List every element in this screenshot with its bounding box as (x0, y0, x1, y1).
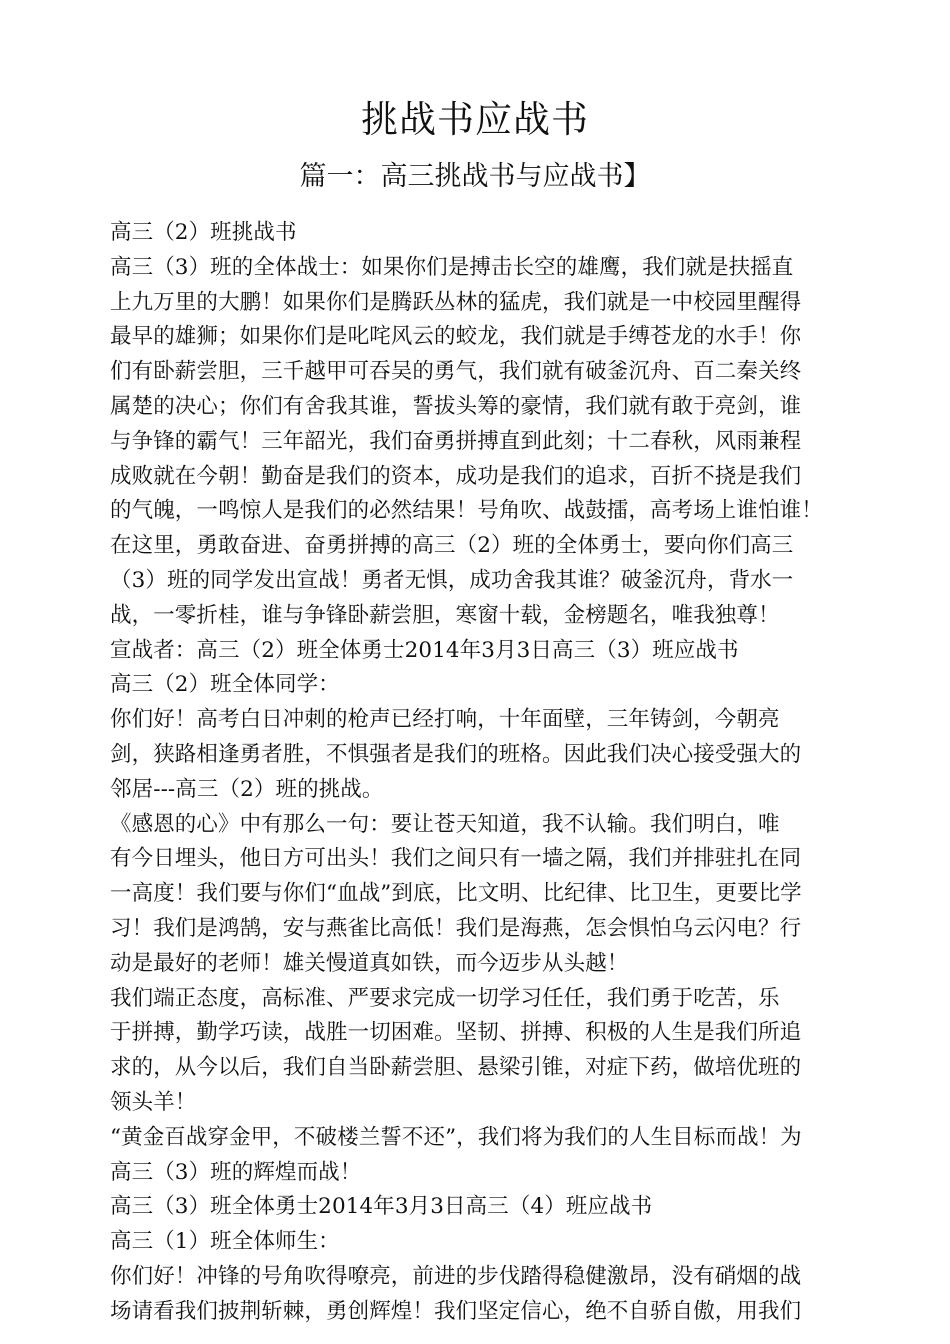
body-text-line: 战，一零折桂，谁与争锋卧薪尝胆，寒窗十载，金榜题名，唯我独尊！ (110, 602, 780, 628)
body-text-line: 你们好！冲锋的号角吹得嘹亮，前进的步伐踏得稳健激昂，没有硝烟的战 (110, 1263, 802, 1289)
body-text-line: 们有卧薪尝胆，三千越甲可吞吴的勇气，我们就有破釜沉舟、百二秦关终 (110, 359, 802, 385)
body-text-line: 与争锋的霸气！三年韶光，我们奋勇拼搏直到此刻；十二春秋，风雨兼程 (110, 428, 802, 454)
body-text-line: 动是最好的老师！雄关慢道真如铁，而今迈步从头越！ (110, 950, 629, 976)
body-text-line: 《感恩的心》中有那么一句：要让苍天知道，我不认输。我们明白，唯 (110, 811, 780, 837)
body-text-line: 于拼搏，勤学巧读，战胜一切困难。坚韧、拼搏、积极的人生是我们所追 (110, 1020, 802, 1046)
body-text-line: 剑，狭路相逢勇者胜，不惧强者是我们的班格。因此我们决心接受强大的 (110, 741, 802, 767)
body-text-line: 我们端正态度，高标准、严要求完成一切学习任任，我们勇于吃苦，乐 (110, 985, 780, 1011)
body-text-line: 有今日埋头，他日方可出头！我们之间只有一墙之隔，我们并排驻扎在同 (110, 846, 802, 872)
body-text-line: 成败就在今朝！勤奋是我们的资本，成功是我们的追求，百折不挠是我们 (110, 463, 802, 489)
body-text-line: （3）班的同学发出宣战！勇者无惧，成功舍我其谁？破釜沉舟，背水一 (110, 567, 794, 593)
body-text-line: 场请看我们披荆斩棘，勇创辉煌！我们坚定信心，绝不自骄自傲，用我们 (110, 1298, 802, 1324)
document-subtitle: 篇一：高三挑战书与应战书】 (299, 161, 651, 192)
body-text-line: 高三（1）班全体师生： (110, 1229, 340, 1255)
body-text-line: 你们好！高考白日冲刺的枪声已经打响，十年面壁，三年铸剑，今朝亮 (110, 707, 780, 733)
body-text-line: 在这里，勇敢奋进、奋勇拼搏的高三（2）班的全体勇士，要向你们高三 (110, 533, 794, 559)
body-text-line: 一高度！我们要与你们“血战”到底，比文明、比纪律、比卫生，更要比学 (110, 881, 802, 907)
body-text-line: 的气魄，一鸣惊人是我们的必然结果！号角吹、战鼓擂，高考场上谁怕谁！ (110, 498, 823, 524)
body-text-line: 高三（3）班的全体战士：如果你们是搏击长空的雄鹰，我们就是扶摇直 (110, 254, 794, 280)
body-text-line: 求的，从今以后，我们自当卧薪尝胆、悬梁引锥，对症下药，做培优班的 (110, 1055, 802, 1081)
body-text-line: 高三（2）班挑战书 (110, 220, 297, 245)
document-title: 挑战书应战书 (361, 98, 589, 141)
body-text-line: 最早的雄狮；如果你们是叱咤风云的蛟龙，我们就是手缚苍龙的水手！你 (110, 324, 802, 350)
body-text-line: 邻居---高三（2）班的挑战。 (110, 776, 384, 802)
body-text-line: 属楚的决心；你们有舍我其谁，誓拔头筹的豪情，我们就有敢于亮剑，谁 (110, 393, 802, 419)
body-text-line: 上九万里的大鹏！如果你们是腾跃丛林的猛虎，我们就是一中校园里醒得 (110, 289, 802, 315)
body-text-line: 高三（3）班全体勇士2014年3月3日高三（4）班应战书 (110, 1194, 653, 1220)
body-text-line: 领头羊！ (110, 1089, 197, 1115)
body-text-line: 习！我们是鸿鹄，安与燕雀比高低！我们是海燕，怎会惧怕乌云闪电？行 (110, 915, 802, 941)
document-body (110, 216, 870, 1330)
body-text-line: 高三（2）班全体同学： (110, 672, 340, 698)
body-text-line: 高三（3）班的辉煌而战！ (110, 1159, 362, 1185)
body-text-line: “黄金百战穿金甲，不破楼兰誓不还”，我们将为我们的人生目标而战！为 (110, 1124, 802, 1150)
body-text-line: 宣战者：高三（2）班全体勇士2014年3月3日高三（3）班应战书 (110, 637, 739, 663)
